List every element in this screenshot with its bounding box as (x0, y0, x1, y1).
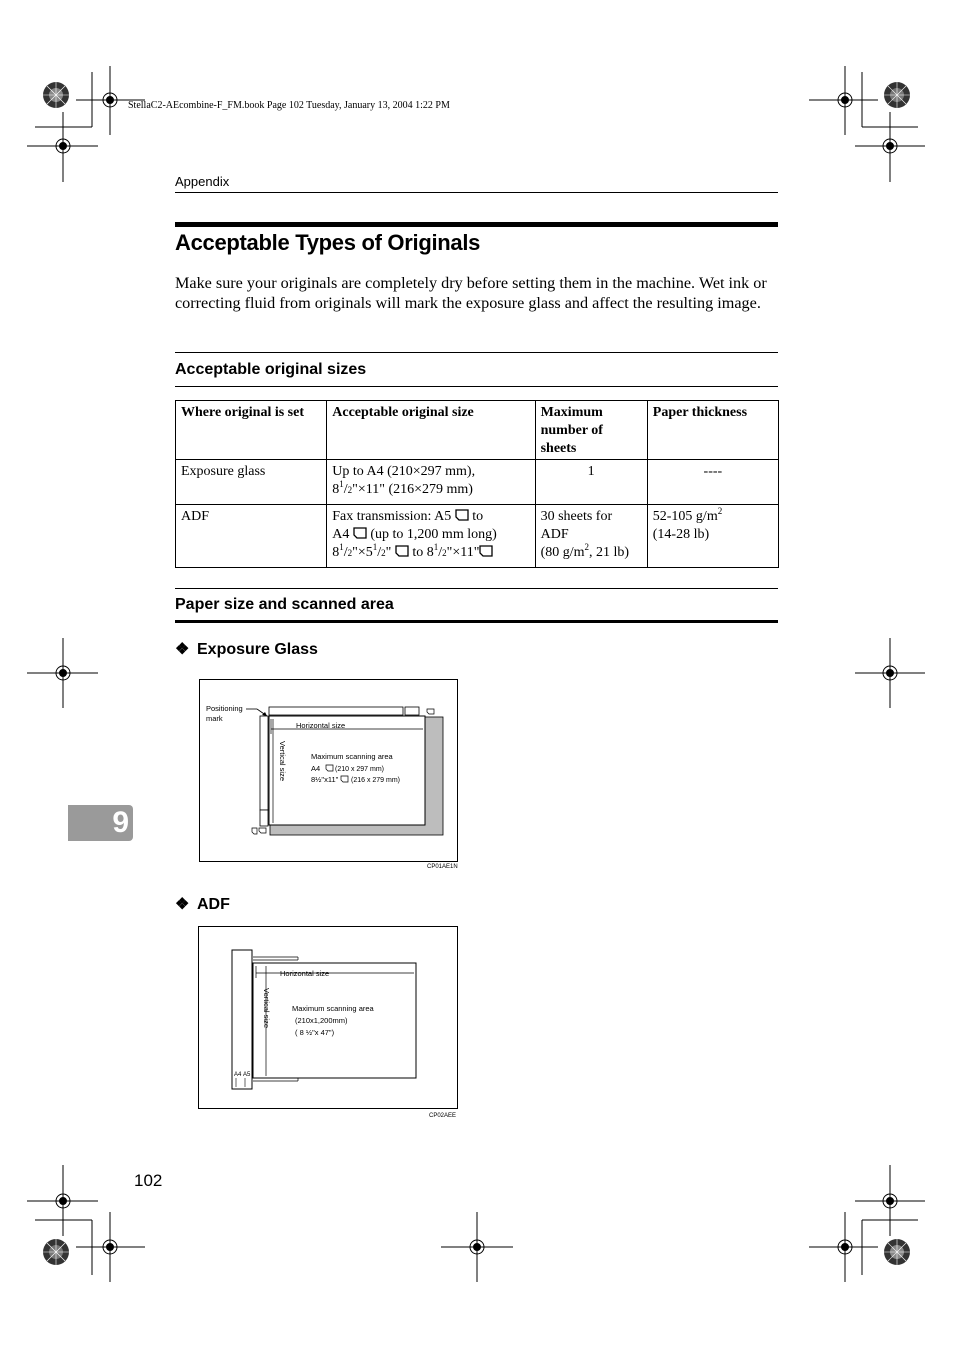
section-rule (175, 386, 778, 387)
diagram-label: Maximum scanning area (311, 752, 393, 761)
table-cell: 30 sheets for ADF (80 $g/m^2$, 21 lb) (535, 505, 647, 568)
diagram-label: ( 8 ½"x 47") (295, 1028, 335, 1037)
diamond-bullet-icon: ❖ (175, 641, 190, 658)
table-cell (327, 460, 535, 505)
diagram-label: A4 (234, 1072, 242, 1078)
table-header: Maximum number of sheets (535, 401, 647, 460)
section-rule (175, 620, 778, 623)
diagram-label: (210 x 297 mm) (335, 766, 385, 773)
table-header: Paper thickness (647, 401, 778, 460)
diagram-label: mark (206, 714, 223, 723)
diagram-label: Positioning (206, 704, 243, 713)
table-header: Acceptable original size (327, 401, 535, 460)
table-cell: 1 (535, 460, 647, 505)
figure-code: CP01AE1N (427, 864, 458, 870)
table-row (176, 505, 779, 568)
figure-code: CP02AEE (429, 1113, 457, 1119)
diagram-label: (210x1,200mm) (295, 1016, 348, 1025)
subheading-exposure-glass: ❖ Exposure Glass (175, 641, 318, 658)
landscape-orientation-icon (455, 509, 469, 521)
diagram-label: Vertical size (262, 988, 271, 1029)
page-number: 102 (134, 1171, 163, 1190)
running-header: Appendix (175, 174, 230, 189)
landscape-orientation-icon (395, 545, 409, 557)
table-row (176, 460, 779, 505)
page-title: Acceptable Types of Originals (175, 230, 481, 255)
file-info: StellaC2-AEcombine-F_FM.book Page 102 Tuesday, January 13, 2004 1:22 PM (128, 100, 450, 111)
landscape-orientation-icon (479, 545, 493, 557)
table-header-row (176, 401, 779, 460)
diagram-label: Vertical size (278, 741, 287, 782)
diagram-label: Horizontal size (296, 721, 346, 730)
landscape-orientation-icon (353, 527, 367, 539)
cell-line: Up to A4 (210×297 mm), (332, 464, 476, 479)
table-header: Where original is set (176, 401, 327, 460)
diamond-bullet-icon: ❖ (175, 896, 190, 913)
intro-paragraph: Make sure your originals are completely dry before setting them in the machine. Wet ink or correcting fluid from originals will mark the exposure glass and affect the resulting image. (175, 274, 767, 312)
title-bar (175, 222, 778, 227)
chapter-number: 9 (112, 806, 129, 839)
cell-line: $8^1/2"\times 11$" (216×279 mm) (332, 479, 473, 497)
header-rule (175, 192, 778, 193)
section-rule (175, 352, 778, 353)
table-cell: ADF (176, 505, 327, 568)
diagram-label: 8½"x11" (311, 775, 339, 784)
adf-diagram (198, 926, 460, 1120)
table-cell: Fax transmission: A5 to A4 (up to 1,200 mm long) $8^1/2"\times 5^1/2$" to $8^1/2"\times 11$" (327, 505, 535, 568)
diagram-label: A4 (311, 764, 321, 773)
diagram-label: Horizontal size (280, 969, 330, 978)
diagram-label: Maximum scanning area (292, 1004, 374, 1013)
exposure-glass-diagram (199, 679, 459, 871)
diagram-label: (216 x 279 mm) (351, 777, 401, 784)
subheading-adf: ❖ ADF (175, 896, 230, 913)
table-cell: ---- (647, 460, 778, 505)
table-cell: 52-105 $g/m^2$ (14-28 lb) (647, 505, 778, 568)
diagram-label: A5 (243, 1072, 251, 1078)
section-heading-original-sizes: Acceptable original sizes (175, 361, 367, 378)
table-cell: Exposure glass (176, 460, 327, 505)
sizes-table (175, 400, 779, 568)
section-heading-scanned-area: Paper size and scanned area (175, 596, 394, 613)
section-rule (175, 588, 778, 589)
